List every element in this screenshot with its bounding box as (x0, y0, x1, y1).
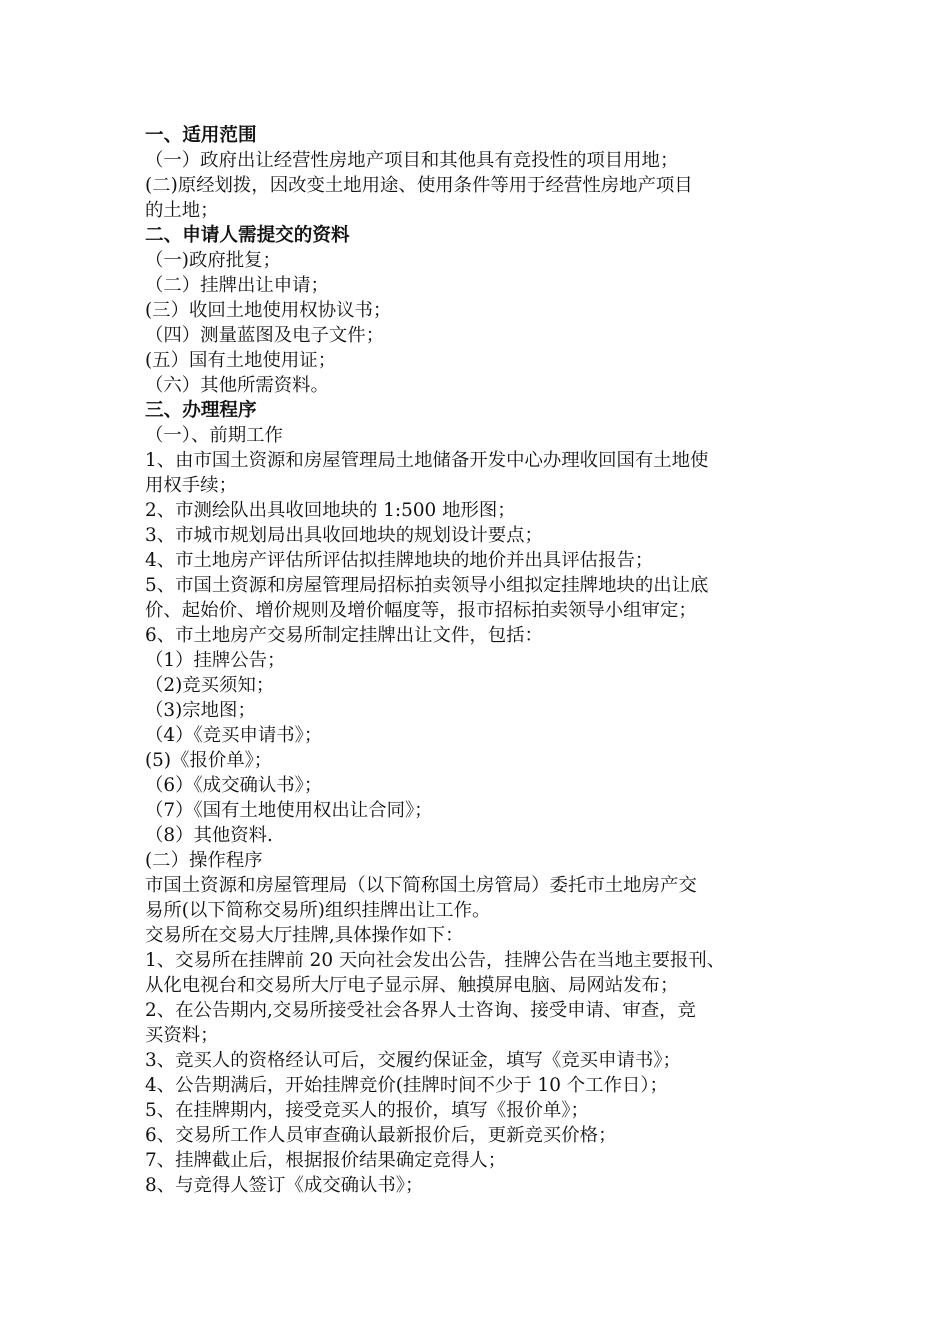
text-line: 交易所在交易大厅挂牌,具体操作如下： (145, 925, 464, 946)
text-line: 1、交易所在挂牌前 20 天向社会发出公告，挂牌公告在当地主要报刊、 (145, 950, 726, 971)
text-line: 4、公告期满后，开始挂牌竞价(挂牌时间不少于 10 个工作日）； (145, 1075, 668, 1096)
text-line: 3、竞买人的资格经认可后，交履约保证金，填写《竞买申请书》； (145, 1050, 681, 1071)
text-line: 8、与竞得人签订《成交确认书》； (145, 1175, 424, 1196)
text-line: 市国土资源和房屋管理局（以下简称国土房管局）委托市土地房产交 (145, 875, 697, 896)
text-line: 1、由市国土资源和房屋管理局土地储备开发中心办理收回国有土地使 (145, 450, 709, 471)
text-line: 的土地； (145, 200, 219, 221)
text-line: 5、在挂牌期内，接受竞买人的报价，填写《报价单》； (145, 1100, 589, 1121)
text-line: （一）政府出让经营性房地产项目和其他具有竞投性的项目用地； (145, 150, 679, 171)
text-line: （六）其他所需资料。 (145, 375, 329, 396)
text-line: 4、市土地房产评估所评估拟挂牌地块的地价并出具评估报告； (145, 550, 654, 571)
section-heading: 二、申请人需提交的资料 (145, 225, 350, 246)
text-line: （1）挂牌公告； (145, 650, 286, 671)
text-line: 5、市国土资源和房屋管理局招标拍卖领导小组拟定挂牌地块的出让底 (145, 575, 709, 596)
text-line: 价、起始价、增价规则及增价幅度等，报市招标拍卖领导小组审定； (145, 600, 697, 621)
text-line: （6）《成交确认书》； (145, 775, 323, 796)
text-line: (二)原经划拨，因改变土地用途、使用条件等用于经营性房地产项目 (145, 175, 693, 196)
text-line: (二）操作程序 (145, 850, 263, 871)
document-body (145, 123, 805, 1198)
text-line: （4）《竞买申请书》； (145, 725, 323, 746)
text-line: （3)宗地图； (145, 700, 256, 721)
text-line: （一）、前期工作 (145, 425, 283, 446)
text-line: 用权手续； (145, 475, 237, 496)
text-line: 3、市城市规划局出具收回地块的规划设计要点； (145, 525, 543, 546)
text-line: 6、交易所工作人员审查确认最新报价后，更新竞买价格； (145, 1125, 617, 1146)
text-line: 2、在公告期内,交易所接受社会各界人士咨询、接受申请、审查，竞 (145, 1000, 696, 1021)
text-line: 7、挂牌截止后，根据报价结果确定竞得人； (145, 1150, 507, 1171)
section-heading: 三、办理程序 (145, 400, 257, 421)
text-line: （7）《国有土地使用权出让合同》； (145, 800, 433, 821)
text-line: （四）测量蓝图及电子文件； (145, 325, 385, 346)
text-line: 买资料； (145, 1025, 219, 1046)
text-line: 从化电视台和交易所大厅电子显示屏、触摸屏电脑、局网站发布； (145, 975, 679, 996)
text-line: （8）其他资料. (145, 825, 273, 846)
text-line: （一)政府批复； (145, 250, 281, 271)
text-line: (三）收回土地使用权协议书； (145, 300, 392, 321)
text-line: 易所(以下简称交易所)组织挂牌出让工作。 (145, 900, 491, 921)
text-line: （2)竞买须知； (145, 675, 275, 696)
text-line: (5)《报价单》； (145, 750, 273, 771)
text-line: （二）挂牌出让申请； (145, 275, 329, 296)
text-line: (五）国有土地使用证； (145, 350, 337, 371)
text-line: 2、市测绘队出具收回地块的 1:500 地形图； (145, 500, 516, 521)
text-line: 6、市土地房产交易所制定挂牌出让文件，包括： (145, 625, 543, 646)
section-heading: 一、适用范围 (145, 125, 257, 146)
